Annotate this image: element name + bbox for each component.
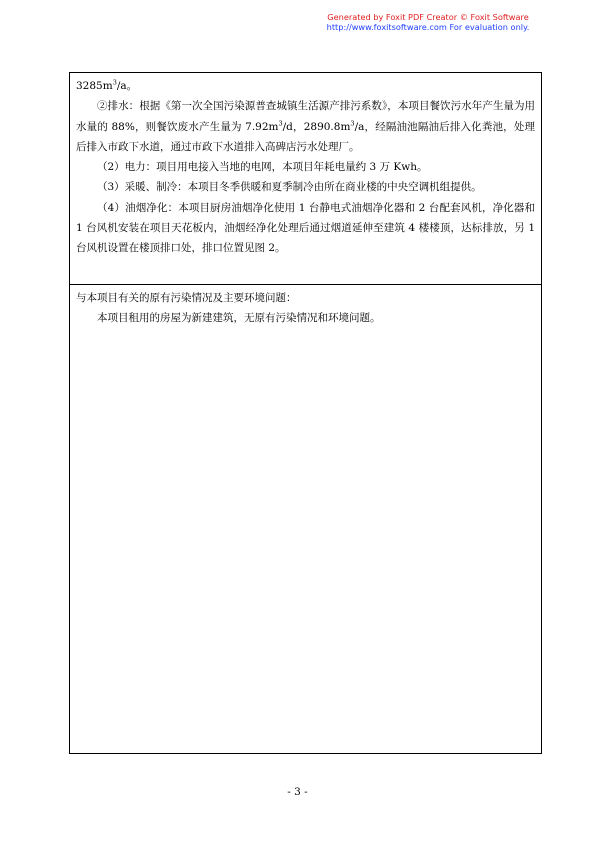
watermark-line-2: http://www.foxitsoftware.com For evaluation only. <box>326 22 530 32</box>
existing-pollution-cell <box>69 284 542 754</box>
water-usage-line: $3285m^3/a$。 <box>76 78 138 92</box>
drainage-paragraph: ②排水：根据《第一次全国污染源普查城镇生活源产排污系数》，本项目餐饮污水年产生量为用水量的 88%，则餐饮废水产生量为 $7.92m^3/d$，$2890.8m^3/a$，经隔油池隔油后排入化粪池，处理后排入市政下水道，通过市政下水道排入高碑店污水处理厂。 <box>76 100 535 153</box>
page-number: - 3 - <box>287 786 308 798</box>
fume-purification-paragraph: （4）油烟净化：本项目厨房油烟净化使用 1 台静电式油烟净化器和 2 台配套风机，净化器和 1 台风机安装在项目天花板内，油烟经净化处理后通过烟道延伸至建筑 4 楼楼顶，达标排放，另 1 台风机设置在楼顶排口处，排口位置见图 2。 <box>76 201 535 255</box>
project-description-cell <box>69 72 542 285</box>
existing-pollution-body: 本项目租用的房屋为新建建筑，无原有污染情况和环境问题。 <box>97 312 381 325</box>
watermark-line-1: Generated by Foxit PDF Creator © Foxit Software <box>327 12 529 22</box>
heating-cooling-paragraph: （3）采暖、制冷：本项目冬季供暖和夏季制冷由所在商业楼的中央空调机组提供。 <box>97 181 482 194</box>
existing-pollution-heading: 与本项目有关的原有污染情况及主要环境问题： <box>76 292 297 304</box>
electricity-paragraph: （2）电力：项目用电接入当地的电网，本项目年耗电量约 3 万 Kwh。 <box>97 161 428 174</box>
foxit-watermark <box>298 12 558 32</box>
